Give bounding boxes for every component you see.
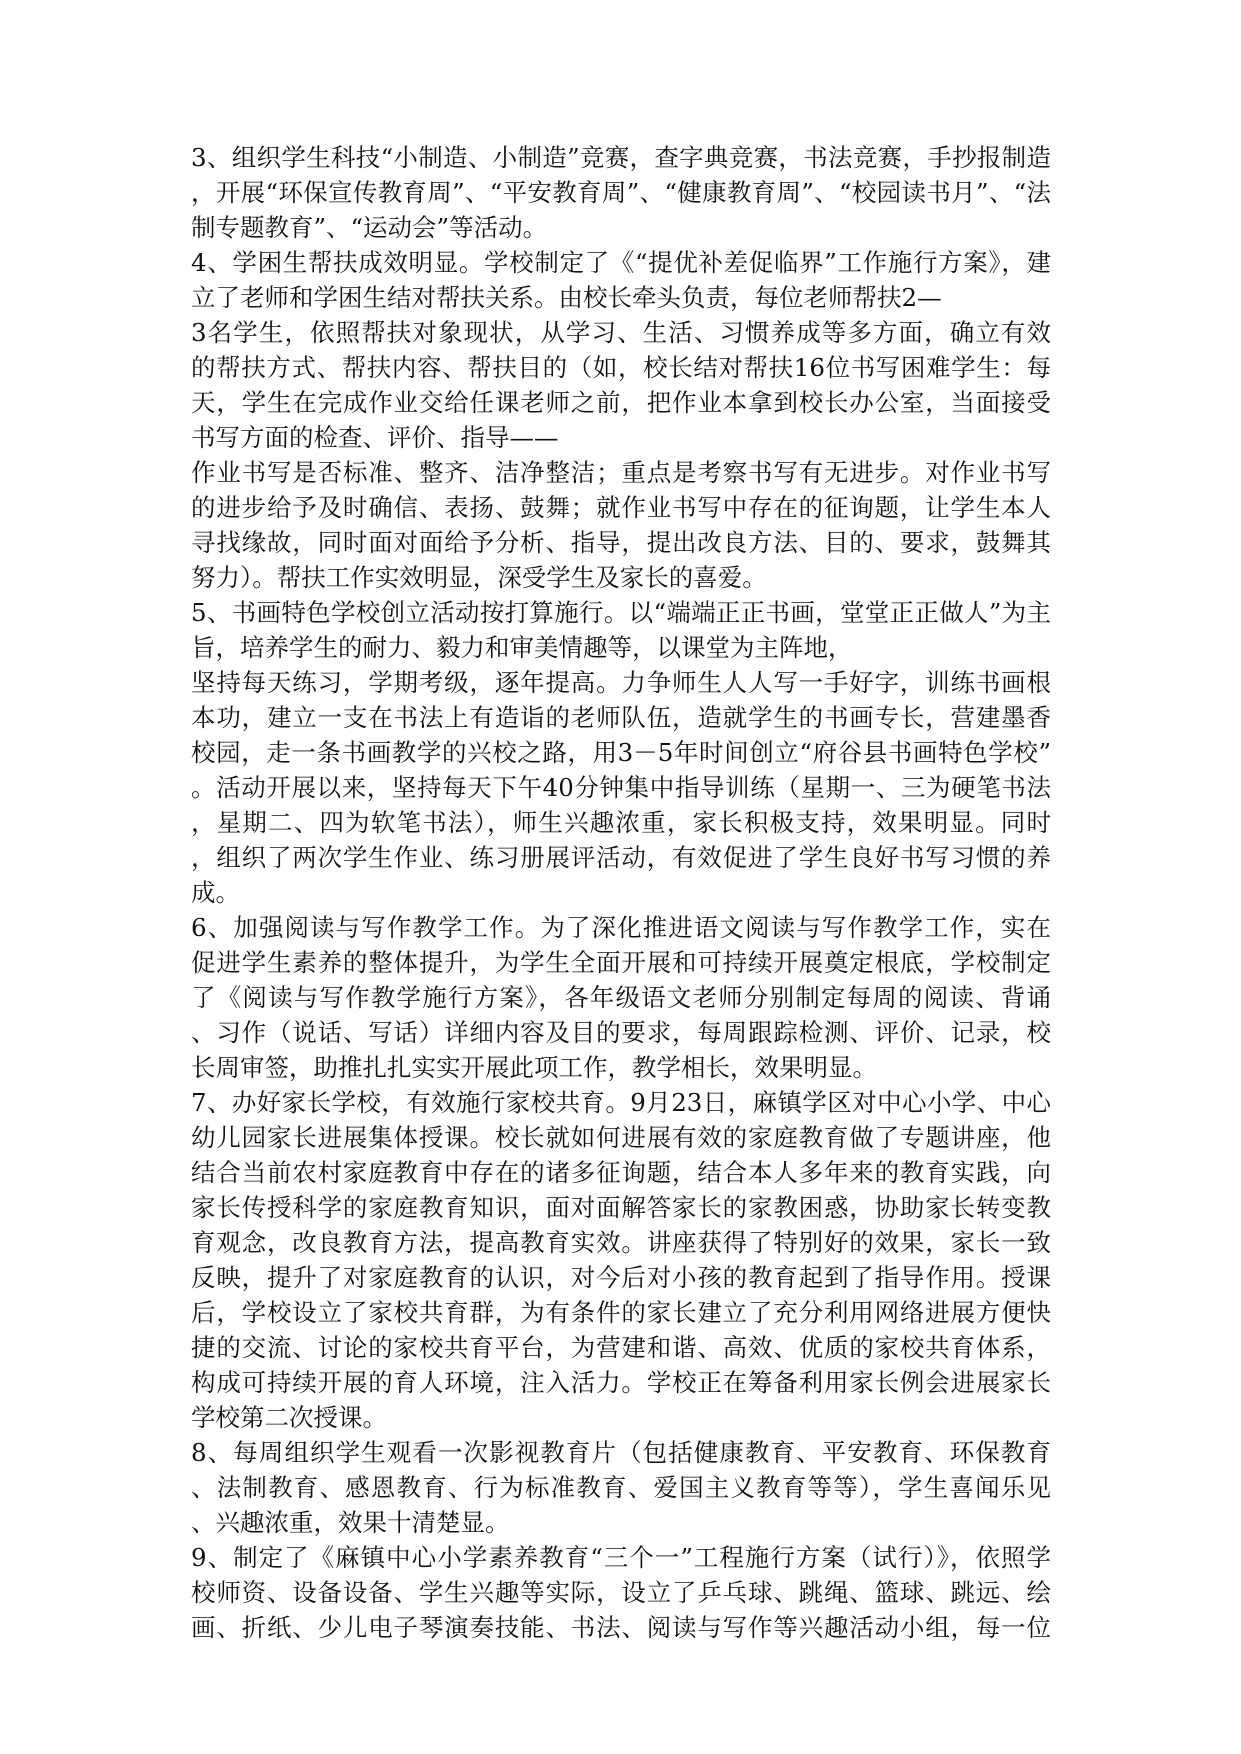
text-line: 的帮扶方式、帮扶内容、帮扶目的（如，校长结对帮扶16位书写困难学生：每	[191, 353, 1051, 382]
text-line: 9、制定了《麻镇中心小学素养教育“三个一”工程施行方案（试行）》，依照学	[191, 1543, 1051, 1572]
text-line: ，星期二、四为软笔书法），师生兴趣浓重，家长积极支持，效果明显。同时	[191, 808, 1051, 837]
text-line: 天，学生在完成作业交给任课老师之前，把作业本拿到校长办公室，当面接受	[191, 388, 1051, 417]
text-line: 了《阅读与写作教学施行方案》，各年级语文老师分别制定每周的阅读、背诵	[191, 983, 1051, 1012]
text-line: 、兴趣浓重，效果十清楚显。	[191, 1508, 510, 1537]
text-line: 8、每周组织学生观看一次影视教育片（包括健康教育、平安教育、环保教育	[191, 1438, 1051, 1467]
text-line: 书写方面的检查、评价、指导——	[191, 423, 559, 452]
text-line: 制专题教育”、“运动会”等活动。	[191, 213, 548, 242]
text-line: 结合当前农村家庭教育中存在的诸多征询题，结合本人多年来的教育实践，向	[191, 1158, 1051, 1187]
text-line: 作业书写是否标准、整齐、洁净整洁；重点是考察书写有无进步。对作业书写	[191, 458, 1051, 487]
text-line: 学校第二次授课。	[191, 1403, 387, 1432]
text-line: 、法制教育、感恩教育、行为标准教育、爱国主义教育等等），学生喜闻乐见	[191, 1473, 1051, 1502]
text-line: 画、折纸、少儿电子琴演奏技能、书法、阅读与写作等兴趣活动小组，每一位	[191, 1613, 1051, 1642]
text-line: 捷的交流、讨论的家校共育平台，为营建和谐、高效、优质的家校共育体系，	[191, 1333, 1051, 1362]
text-line: 幼儿园家长进展集体授课。校长就如何进展有效的家庭教育做了专题讲座，他	[191, 1123, 1051, 1152]
text-line: 努力）。帮扶工作实效明显，深受学生及家长的喜爱。	[191, 563, 767, 592]
text-line: 校园，走一条书画教学的兴校之路，用3－5年时间创立“府谷县书画特色学校”	[191, 738, 1051, 767]
text-line: 反映，提升了对家庭教育的认识，对今后对小孩的教育起到了指导作用。授课	[191, 1263, 1051, 1292]
text-line: 育观念，改良教育方法，提高教育实效。讲座获得了特别好的效果，家长一致	[191, 1228, 1051, 1257]
text-line: 、习作（说话、写话）详细内容及目的要求，每周跟踪检测、评价、记录，校	[191, 1018, 1051, 1047]
text-line: 家长传授科学的家庭教育知识，面对面解答家长的家教困惑，协助家长转变教	[191, 1193, 1051, 1222]
text-line: 旨，培养学生的耐力、毅力和审美情趣等，以课堂为主阵地，	[191, 633, 853, 662]
document-body	[191, 140, 1051, 1645]
text-line: 的进步给予及时确信、表扬、鼓舞；就作业书写中存在的征询题，让学生本人	[191, 493, 1051, 522]
text-line: 校师资、设备设备、学生兴趣等实际，设立了乒乓球、跳绳、篮球、跳远、绘	[191, 1578, 1051, 1607]
text-line: 本功，建立一支在书法上有造诣的老师队伍，造就学生的书画专长，营建墨香	[191, 703, 1051, 732]
text-line: 。活动开展以来，坚持每天下午40分钟集中指导训练（星期一、三为硬笔书法	[191, 773, 1051, 802]
text-line: ，组织了两次学生作业、练习册展评活动，有效促进了学生良好书写习惯的养	[191, 843, 1051, 872]
text-line: 3名学生，依照帮扶对象现状，从学习、生活、习惯养成等多方面，确立有效	[191, 318, 1051, 347]
text-line: 立了老师和学困生结对帮扶关系。由校长牵头负责，每位老师帮扶2—	[191, 283, 942, 312]
text-line: 促进学生素养的整体提升，为学生全面开展和可持续开展奠定根底，学校制定	[191, 948, 1051, 977]
text-line: 坚持每天练习，学期考级，逐年提高。力争师生人人写一手好字，训练书画根	[191, 668, 1051, 697]
text-line: 长周审签，助推扎扎实实开展此项工作，教学相长，效果明显。	[191, 1053, 877, 1082]
text-line: 4、学困生帮扶成效明显。学校制定了《“提优补差促临界”工作施行方案》，建	[191, 248, 1051, 277]
text-line: 构成可持续开展的育人环境，注入活力。学校正在筹备利用家长例会进展家长	[191, 1368, 1051, 1397]
text-line: ，开展“环保宣传教育周”、“平安教育周”、“健康教育周”、“校园读书月”、“法	[191, 178, 1051, 207]
text-line: 后，学校设立了家校共育群，为有条件的家长建立了充分利用网络进展方便快	[191, 1298, 1051, 1327]
text-line: 成。	[191, 878, 240, 907]
text-line: 7、办好家长学校，有效施行家校共育。9月23日，麻镇学区对中心小学、中心	[191, 1088, 1051, 1117]
text-line: 5、书画特色学校创立活动按打算施行。以“端端正正书画，堂堂正正做人”为主	[191, 598, 1051, 627]
text-line: 3、组织学生科技“小制造、小制造”竞赛，查字典竞赛，书法竞赛，手抄报制造	[191, 143, 1051, 172]
text-line: 寻找缘故，同时面对面给予分析、指导，提出改良方法、目的、要求，鼓舞其	[191, 528, 1051, 557]
text-line: 6、加强阅读与写作教学工作。为了深化推进语文阅读与写作教学工作，实在	[191, 913, 1051, 942]
